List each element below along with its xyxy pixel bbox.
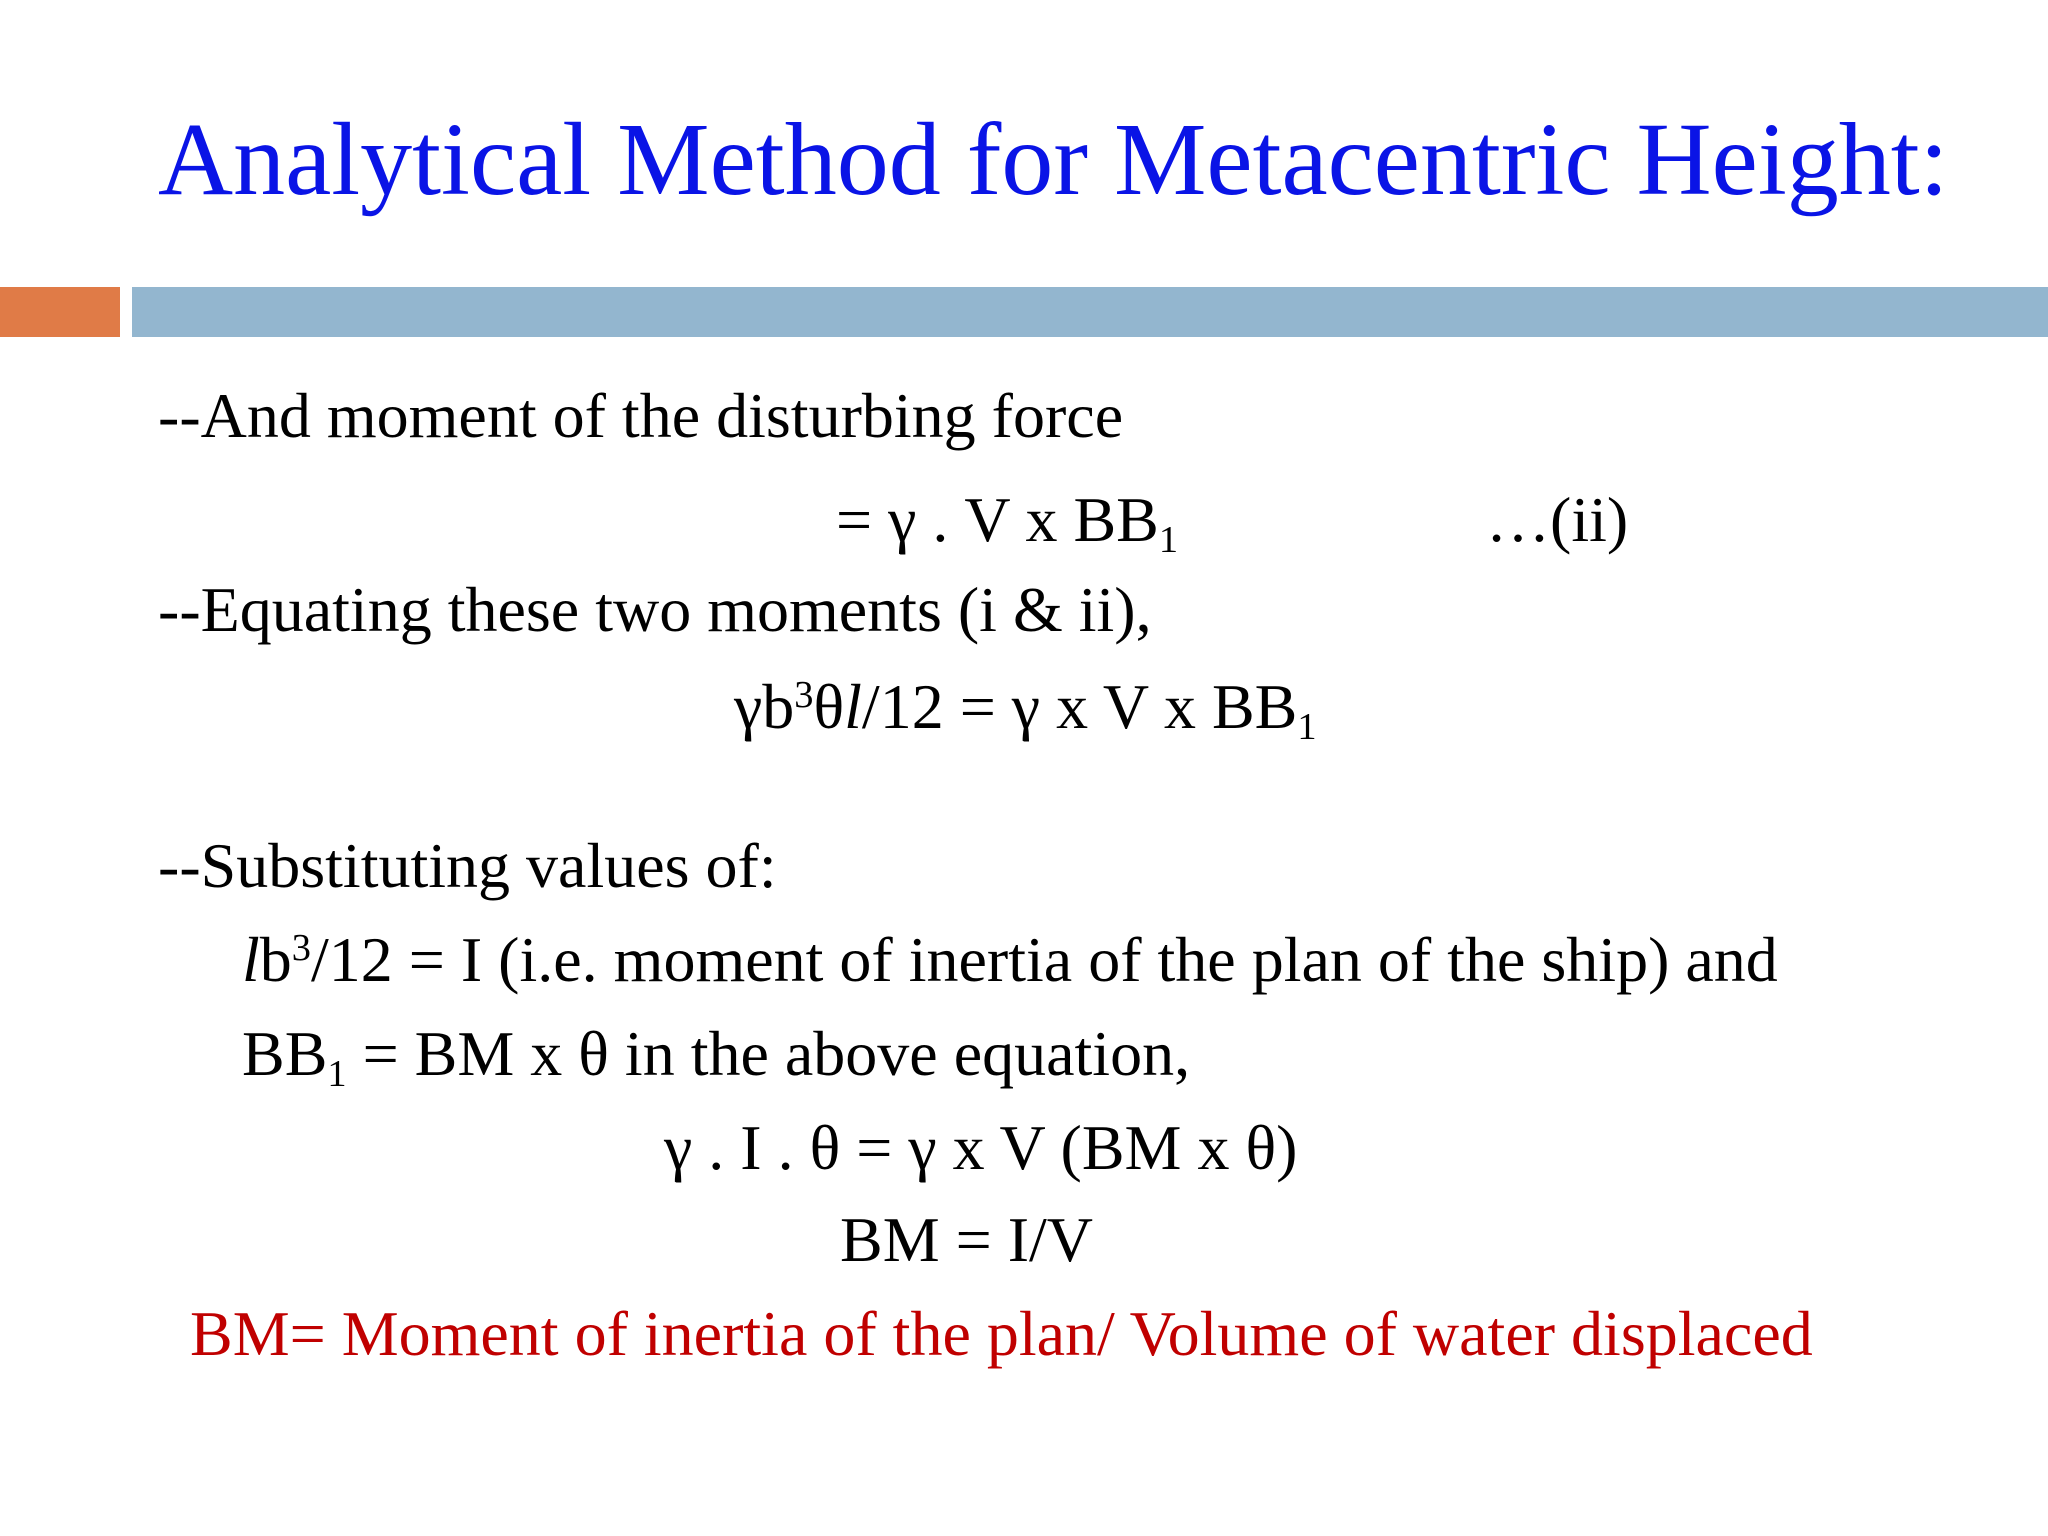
equation-bm	[840, 1204, 1093, 1275]
subscript: 1	[1297, 705, 1317, 748]
equation-ii-reference	[1486, 484, 1629, 555]
equation-text: /12 = γ x V x BB	[861, 671, 1298, 742]
text-equating-moments	[158, 574, 1152, 645]
superscript: 3	[291, 926, 311, 969]
line-text: --Equating these two moments (i & ii),	[158, 574, 1152, 645]
equation-text: = γ . V x BB	[836, 484, 1159, 555]
equation-text: γ . I . θ = γ x V (BM x θ)	[664, 1112, 1298, 1183]
text-substituting	[158, 830, 777, 901]
equation-text: θ	[813, 671, 845, 742]
text-moment-of-inertia	[242, 924, 1778, 995]
accent-bar-orange	[0, 287, 120, 337]
conclusion-statement	[190, 1298, 1813, 1369]
text-disturbing-force	[158, 380, 1124, 451]
line-text: b	[259, 924, 292, 995]
line-text: BB	[242, 1018, 328, 1089]
subscript: 1	[327, 1052, 347, 1095]
superscript: 3	[794, 673, 814, 716]
equation-text: BM = I/V	[840, 1204, 1093, 1275]
equation-substituted	[664, 1112, 1298, 1183]
conclusion-text: BM= Moment of inertia of the plan/ Volume of water displaced	[190, 1298, 1813, 1369]
text-bb1-relation	[242, 1018, 1191, 1095]
line-text: = BM x θ in the above equation,	[346, 1018, 1191, 1089]
line-text: --And moment of the disturbing force	[158, 380, 1124, 451]
equation-reference: …(ii)	[1486, 484, 1629, 555]
subscript: 1	[1158, 518, 1179, 561]
equation-equated	[734, 671, 1317, 748]
italic-variable: l	[242, 924, 260, 995]
equation-ii	[836, 484, 1179, 561]
accent-bar-blue	[132, 287, 2048, 337]
italic-variable: l	[844, 671, 862, 742]
slide-title: Analytical Method for Metacentric Height:	[158, 102, 1949, 217]
line-text: /12 = I (i.e. moment of inertia of the plan of the ship) and	[310, 924, 1778, 995]
equation-text: γb	[734, 671, 795, 742]
line-text: --Substituting values of:	[158, 830, 777, 901]
